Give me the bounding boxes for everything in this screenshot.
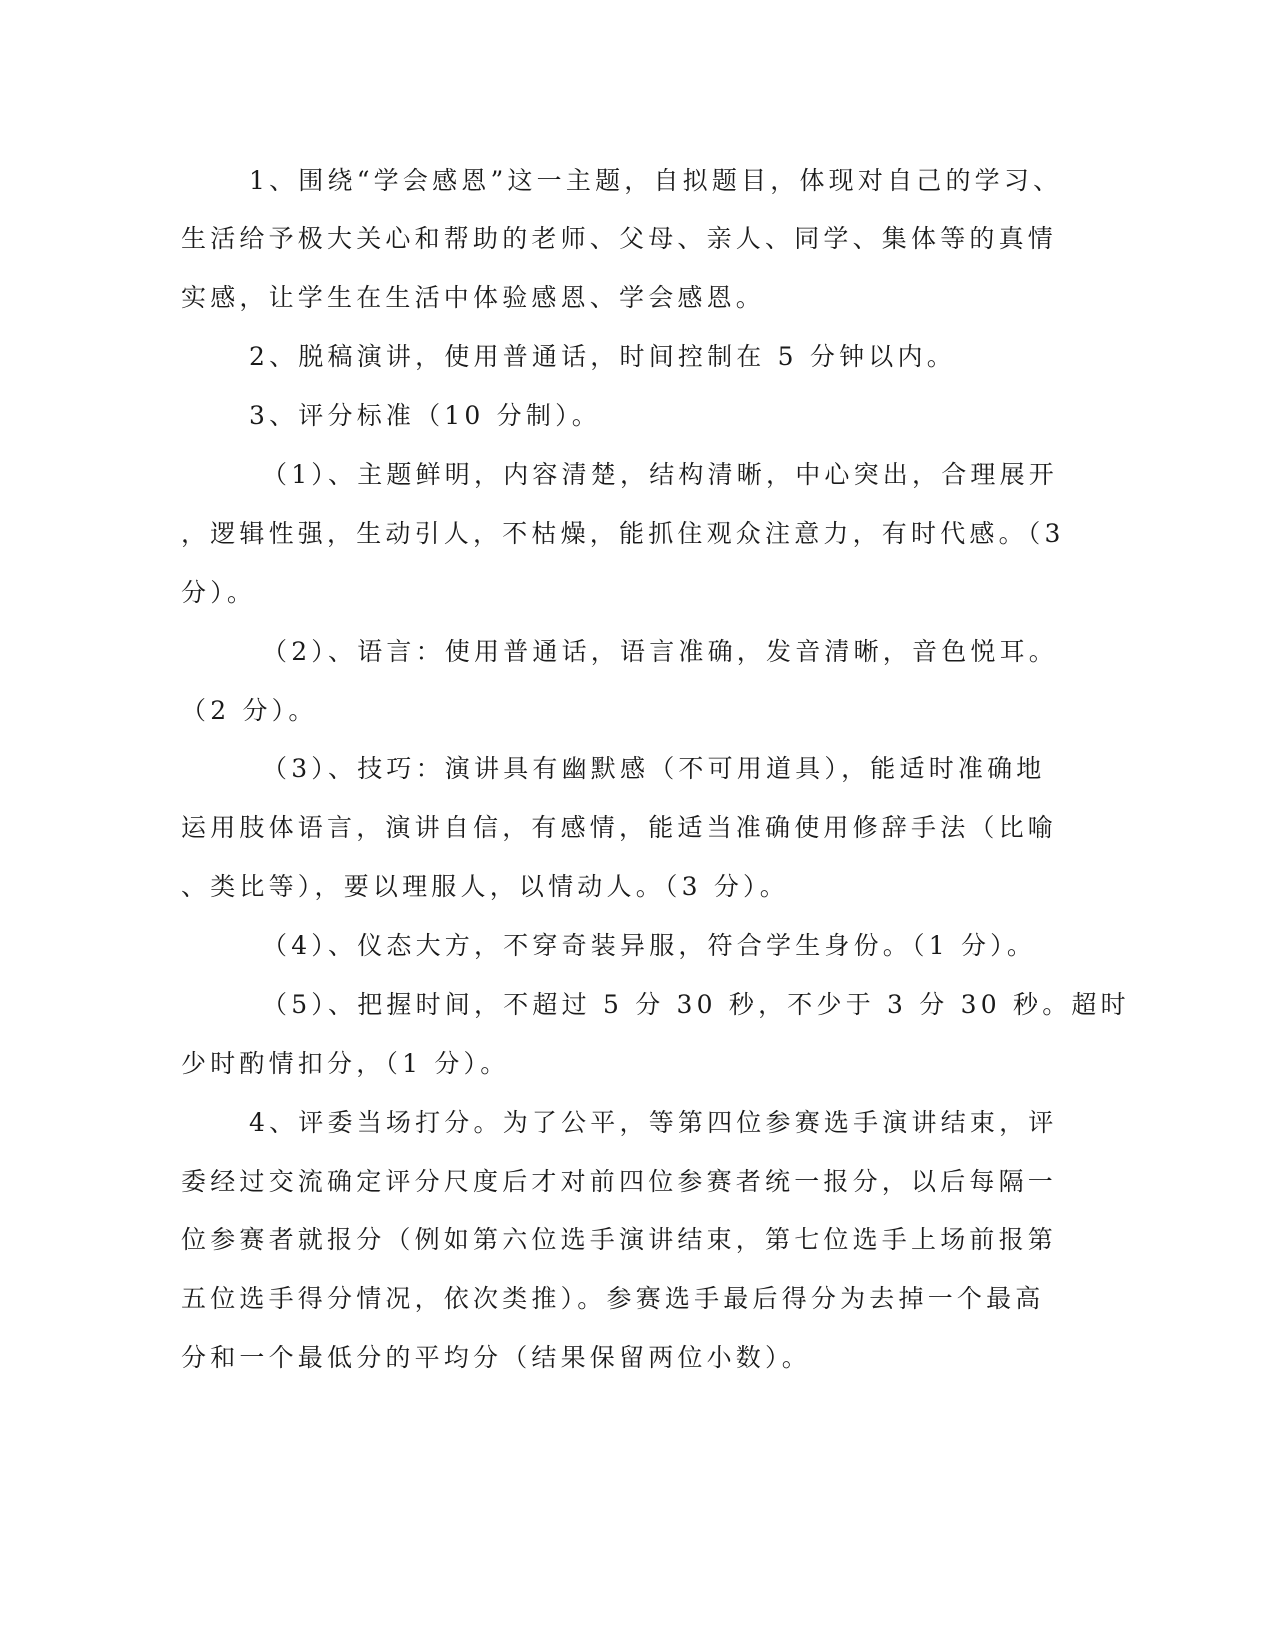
text-line: ，逻辑性强，生动引人，不枯燥，能抓住观众注意力，有时代感。（3 xyxy=(181,519,1065,548)
text-line: （2）、语言：使用普通话，语言准确，发音清晰，音色悦耳。 xyxy=(262,637,1059,666)
text-line: 3、评分标准（10 分制）。 xyxy=(249,401,601,430)
text-line: （2 分）。 xyxy=(181,696,318,725)
text-line: （5）、把握时间，不超过 5 分 30 秒，不少于 3 分 30 秒。超时 xyxy=(262,990,1130,1019)
text-line: 少时酌情扣分，（1 分）。 xyxy=(181,1049,510,1078)
text-line: 分）。 xyxy=(181,578,257,607)
text-line: 、类比等），要以理服人，以情动人。（3 分）。 xyxy=(181,872,789,901)
text-line: 2、脱稿演讲，使用普通话，时间控制在 5 分钟以内。 xyxy=(249,342,956,371)
text-line: （3）、技巧：演讲具有幽默感（不可用道具），能适时准确地 xyxy=(262,754,1046,783)
text-line: 4、评委当场打分。为了公平，等第四位参赛选手演讲结束，评 xyxy=(249,1108,1058,1137)
text-line: （4）、仪态大方，不穿奇装异服，符合学生身份。（1 分）。 xyxy=(262,931,1037,960)
text-line: 委经过交流确定评分尺度后才对前四位参赛者统一报分，以后每隔一 xyxy=(181,1167,1058,1196)
text-line: 五位选手得分情况，依次类推）。参赛选手最后得分为去掉一个最高 xyxy=(181,1284,1045,1313)
text-line: 生活给予极大关心和帮助的老师、父母、亲人、同学、集体等的真情 xyxy=(181,224,1058,253)
text-line: 分和一个最低分的平均分（结果保留两位小数）。 xyxy=(181,1343,811,1372)
text-line: 位参赛者就报分（例如第六位选手演讲结束，第七位选手上场前报第 xyxy=(181,1225,1058,1254)
text-line: 1、围绕“学会感恩”这一主题，自拟题目，体现对自己的学习、 xyxy=(249,166,1063,195)
text-line: （1）、主题鲜明，内容清楚，结构清晰，中心突出，合理展开 xyxy=(262,460,1059,489)
text-line: 实感，让学生在生活中体验感恩、学会感恩。 xyxy=(181,283,766,312)
text-line: 运用肢体语言，演讲自信，有感情，能适当准确使用修辞手法（比喻 xyxy=(181,813,1058,842)
